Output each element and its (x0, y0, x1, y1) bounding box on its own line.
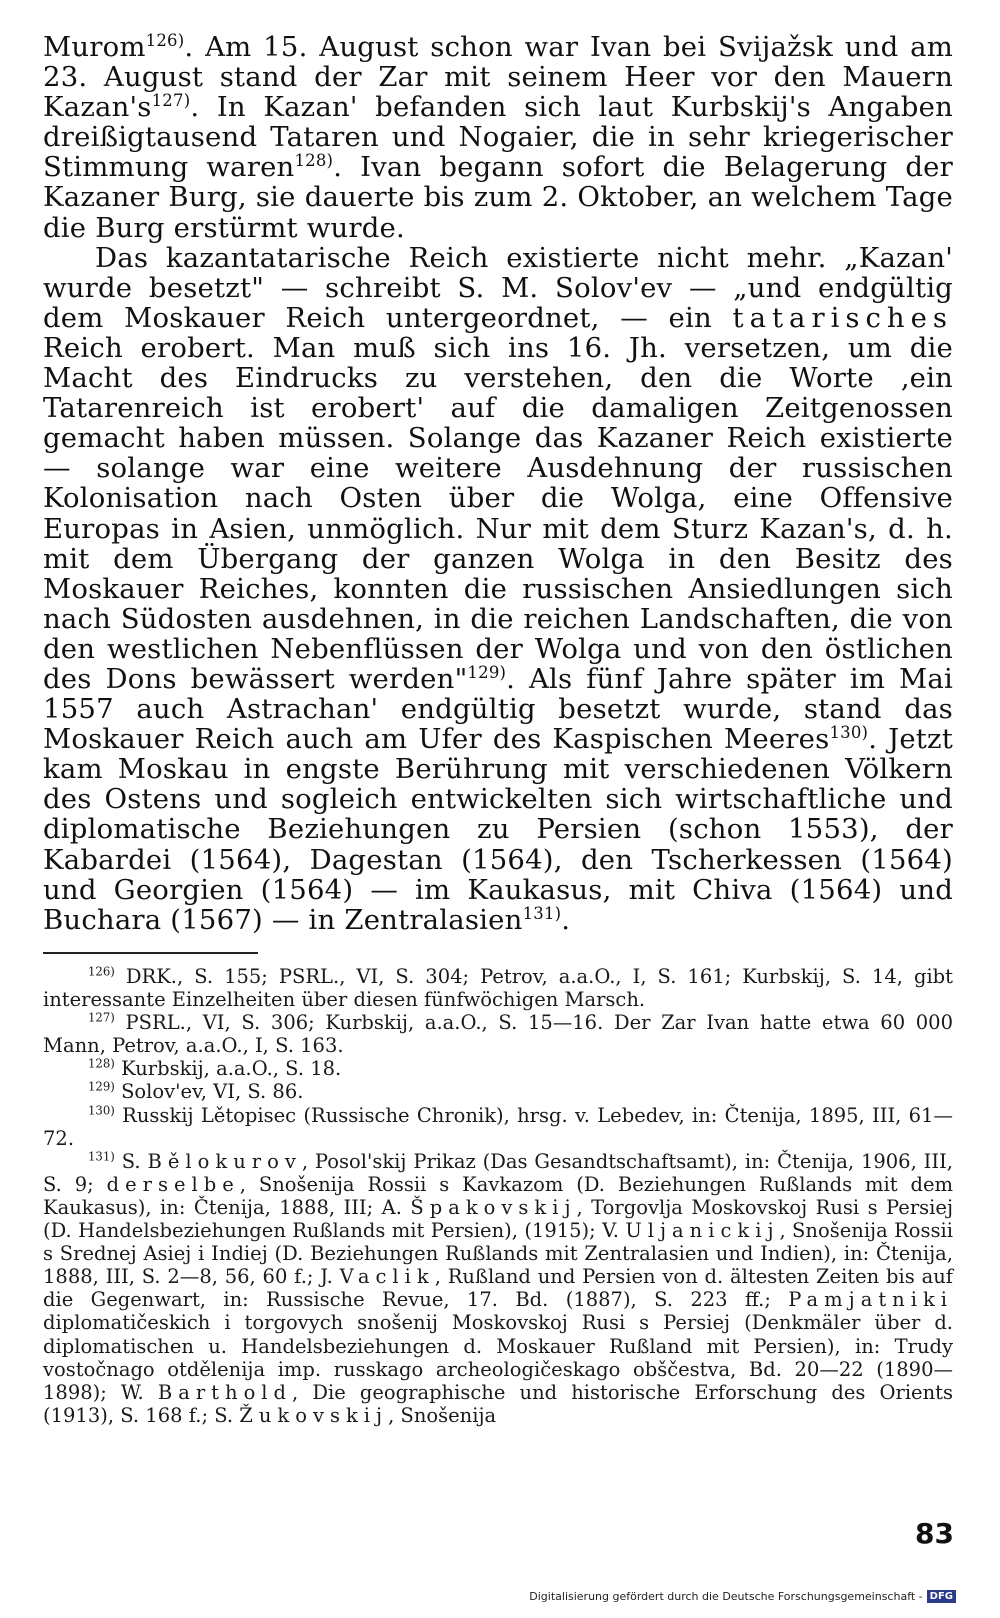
footnote-ref-127[interactable]: 127) (151, 91, 191, 111)
funding-note (529, 1590, 956, 1603)
text-run: Reich erobert. Man muß sich ins 16. Jh. versetzen, um die Macht des Eindrucks zu verstehen, den die Worte ‚ein Tatarenreich ist erobert' auf die damaligen Zeitgenossen gemacht haben müssen. Solange das Kazaner Reich existierte — solange war eine weitere Ausdehnung der russischen Kolonisation nach Osten über die Wolga, eine Offensive Europas in Asien, unmöglich. Nur mit dem Sturz Kazan's, d. h. mit dem Übergang der ganzen Wolga in den Besitz des Moskauer Reiches, konnten die russischen Ansiedlungen sich nach Südosten ausdehnen, in die reichen Landschaften, die von den westlichen Nebenflüssen der Wolga und von den östlichen des Dons bewässert werden" (43, 331, 953, 695)
footnote-mark: 126) (88, 964, 115, 979)
footnote-mark: 129) (88, 1079, 115, 1094)
footnote-text: , Snošenija (388, 1403, 497, 1427)
main-text (43, 32, 953, 935)
spaced-author: Špakovskij (410, 1195, 577, 1219)
footnote-text: , Posol'skij Prikaz (Das Gesandtschaftsamt), in: Čtenija, 1906, III, S. 9; (43, 1149, 953, 1196)
footnote-127 (43, 1011, 953, 1057)
text-run: . In Kazan' befanden sich laut Kurbskij's Angaben dreißigtausend Tataren und Nogaier, die in sehr kriegerischer Stimmung waren (43, 91, 953, 184)
page-number: 83 (915, 1517, 954, 1550)
footnote-131 (43, 1150, 953, 1427)
text-run: . Am 15. August schon war Ivan bei Svijažsk und am 23. August stand der Zar mit seinem Heer vor den Mauern Kazan's (43, 31, 953, 124)
footnote-mark: 128) (88, 1056, 115, 1071)
text-run: . (561, 903, 571, 936)
footnote-mark: 130) (88, 1103, 115, 1118)
footnote-text: diplomatičeskich i torgovych snošenij Moskovskoj Rusi s Persiej (Denkmäler über d. diplomatischen u. Handelsbeziehungen d. Moskauer Rußland mit Persien), in: Trudy vostočnago otdělenija imp. russkago archeologičeskago obščestva, Bd. 20—22 (1890—1898); W. (43, 1311, 953, 1404)
footnote-text: Kurbskij, a.a.O., S. 18. (114, 1057, 342, 1081)
footnote-text: Russkij Lětopisec (Russische Chronik), hrsg. v. Lebedev, in: Čtenija, 1895, III, 61—72. (43, 1103, 953, 1150)
text-run: Murom (43, 31, 146, 63)
spaced-emphasis: tatarisches (732, 301, 953, 334)
spaced-title: Pamjatniki (788, 1288, 953, 1312)
text-run: Das kazantatarische Reich existierte nicht mehr. „Kazan' wurde besetzt" — schreibt S. M. Solov'ev — „und endgültig dem Moskauer Reich untergeordnet, — ein (43, 241, 953, 334)
dfg-logo: DFG (927, 1590, 956, 1603)
spaced-author: Bělokurov (147, 1149, 302, 1173)
spaced-author: Uljanickij (625, 1219, 780, 1243)
footnote-128 (43, 1057, 953, 1080)
footnote-ref-128[interactable]: 128) (294, 151, 334, 171)
footnote-126 (43, 965, 953, 1011)
paragraph-1 (43, 32, 953, 243)
text-run: . Jetzt kam Moskau in engste Berührung mit verschiedenen Völkern des Ostens und sogleich entwickelten sich wirtschaftliche und diplomatische Beziehungen zu Persien (schon 1553), der Kabardei (1564), Dagestan (1564), den Tscherkessen (1564) und Georgien (1564) — im Kaukasus, mit Chiva (1564) und Buchara (1567) — in Zentralasien (43, 723, 953, 936)
footnote-text: Solov'ev, VI, S. 86. (114, 1080, 304, 1104)
footnote-ref-131[interactable]: 131) (522, 903, 562, 923)
footnote-129 (43, 1080, 953, 1103)
footnote-text: , Torgovlja Moskovskoj Rusi s Persiej (D. Handelsbeziehungen Rußlands mit Persien), (1915); V. (43, 1195, 953, 1243)
spaced-author: Žukovskij (239, 1403, 389, 1427)
footnote-mark: 127) (88, 1010, 115, 1025)
text-run: . Ivan begann sofort die Belagerung der Kazaner Burg, sie dauerte bis zum 2. Oktober, an welchem Tage die Burg erstürmt wurde. (43, 151, 953, 244)
footnote-mark: 131) (88, 1149, 115, 1164)
spaced-author: Barthold (157, 1380, 293, 1404)
footnote-130 (43, 1104, 953, 1150)
paragraph-2 (43, 243, 953, 935)
footnote-ref-126[interactable]: 126) (145, 30, 185, 50)
footnotes (43, 965, 953, 1427)
footnote-text: , Snošenija Rossii s Srednej Asiej i Indiej (D. Beziehungen Rußlands mit Zentralasien und Indien), in: Čtenija, 1888, III, S. 2—8, 56, 60 f.; J. (43, 1219, 953, 1289)
footnote-separator (43, 952, 258, 954)
footnote-ref-130[interactable]: 130) (829, 723, 869, 742)
funding-text: Digitalisierung gefördert durch die Deutsche Forschungsgemeinschaft - (529, 1590, 923, 1603)
footnote-text: , Snošenija Rossii s Kavkazom (D. Beziehungen Rußlands mit dem Kaukasus), in: Čtenija, 1888, III; A. (43, 1172, 953, 1219)
footnote-text: PSRL., VI, S. 306; Kurbskij, a.a.O., S. 15—16. Der Zar Ivan hatte etwa 60 000 Mann, Petrov, a.a.O., I, S. 163. (43, 1011, 953, 1058)
footnote-text: DRK., S. 155; PSRL., VI, S. 304; Petrov, a.a.O., I, S. 161; Kurbskij, S. 14, gibt interessante Einzelheiten über diesen fünfwöchigen Marsch. (43, 965, 953, 1012)
spaced-author: derselbe (106, 1172, 240, 1196)
footnote-text: S. (114, 1149, 148, 1173)
footnote-ref-129[interactable]: 129) (467, 662, 507, 682)
text-run: . Als fünf Jahre später im Mai 1557 auch Astrachan' endgültig besetzt wurde, stand das Moskauer Reich auch am Ufer des Kaspischen Meeres (43, 662, 953, 756)
footnote-text: , Rußland und Persien von d. ältesten Zeiten bis auf die Gegenwart, in: Russische Revue, 17. Bd. (1887), S. 223 ff.; (43, 1265, 953, 1312)
footnote-text: , Die geographische und historische Erforschung des Orients (1913), S. 168 f.; S. (43, 1380, 953, 1427)
spaced-author: Vaclik (339, 1265, 435, 1289)
